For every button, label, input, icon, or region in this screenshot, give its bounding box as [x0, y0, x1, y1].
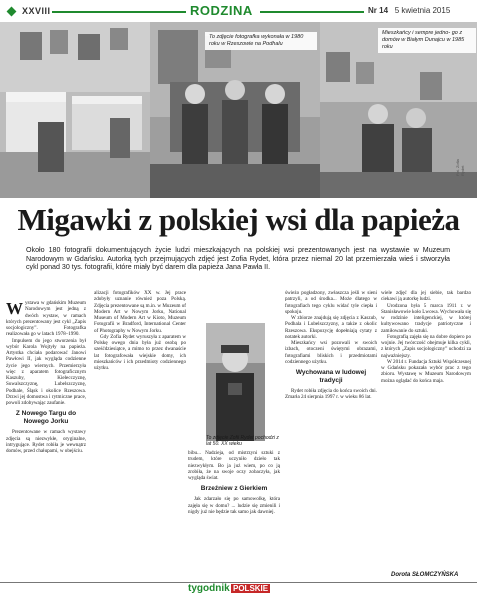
photo-caption-mid: To zdjęcie fotografka wykonała w 1980 roku w Rzeszowie na Podhalu [205, 32, 317, 50]
article-column-5 [381, 290, 471, 384]
section-title: RODZINA [190, 3, 253, 18]
col4-p3: Mieszkańcy wsi pozowali w swoich izbach, otoczeni świętymi obrazami, fotografiami bliskich i przedmiotami codziennego użytku. [285, 340, 377, 365]
col5-p2: Urodzona była 5 marca 1911 r. w Stanisławowie koło Lwowa. Wychowała się w rodzinie inteligenckiej, w której kultywowano tradycje patriotyczne i zamiłowanie do sztuki. [381, 302, 471, 334]
col5-p4: W 2014 r. Fundacja Sztuki Współczesnej w Gdańsku pokazała wybór prac z tego zbioru. Wystawę w Muzeum Narodowym można oglądać do końca maja. [381, 358, 471, 384]
publication-logo-badge: POLSKIE [233, 584, 269, 593]
photo-room-interior [0, 22, 150, 198]
publication-logo: tygodnik [188, 583, 230, 594]
col2-p1: alizacji fotografików XX w. Jej prace zdobyły uznanie również poza Polską. Zdjęcia prezentowane są m.in. w Muzeum of Modern Art w Nowym Jorku, National Museum of Modern Art w Kioto, Muzeum Fotografii w Bradford, International Center of Photography w Nowym Jorku. [94, 290, 186, 334]
col3-p2: Jak zdarzało się po samowolkę, która zajęła się w domu? ... ludzie się zmienili i nigdy już nie będzie tak samo jak dawniej. [188, 496, 280, 515]
col1-p2: Impulsem do jego stworzenia był wybór Karola Wojtyły na papieża. Artystka chciała podarować Janowi Pawłowi II, jak wygląda codzienne życie jego wiernych. Przemierzyła więc z aparatem fotograficznym Kaszuby, Kielecczyznę, Suwalszczyznę, Lubelszczyznę, Podhale, Śląsk i okolice Rzeszowa. Drzwi jej domostwa i rytmiczne prace, powoli zdobywając zaufanie. [6, 337, 86, 406]
subheading-nowy-targ: Z Nowego Targu do Nowego Jorku [15, 410, 77, 426]
article-column-4 [285, 290, 377, 401]
article-lead: Około 180 fotografii dokumentujących życie ludzi mieszkających na polskiej wsi prezentowanych jest na wystawie w Muzeum Narodowym w Gdańsku. Autorką tych przejmujących zdjęć jest Zofia Rydet, która przez niemal 20 lat przemierzała wieś i stworzyła cykl ponad 30 tys. fotografii, które miały być darem dla papieża Jana Pawła II. [26, 246, 450, 272]
col4-p1: świeżo pogładzony, zwłaszcza jeśli w sieni patrzyli, a od środka... Może dlatego w fotografiach tego cyklu widać tyle ciepła i spokoju. [285, 290, 377, 315]
col4-p4: Rydet robiła zdjęcia do końca swoich dni. Zmarła 24 sierpnia 1997 r. w wieku 86 lat. [285, 388, 377, 401]
issue-number: Nr 14 [368, 6, 389, 15]
article-column-2 [94, 290, 186, 371]
col3-p1: bibu... Nadzieja, od mistrzyni sztuki z trudem, które uczyniło dzieło tak niezwykłym. Bo ja już wiem, po co ją zrobiła, że na swoje oczy zobaczyła, jak wygląda świat. [188, 450, 280, 481]
photo-credit: Fot. Zofia Rydet [455, 159, 465, 176]
issue-info [368, 6, 450, 15]
header-rule-left [52, 11, 186, 13]
footer-rule [0, 582, 477, 583]
col1-p1: ystawa w gdańskim Muzeum Narodowym jest jedną z dwóch wystaw, w ramach których prezentowany jest cykl „Zapis socjologiczny”. Fotografka realizowała go w latach 1978–1990. [6, 300, 86, 338]
subheading-tradycja: Wychowana w ludowej tradycji [295, 369, 367, 384]
article-headline: Migawki z polskiej wsi dla papieża [17, 202, 460, 237]
photo-caption-right: Mieszkańcy i sempre jedno- go z domów w Białym Dunajcu w 1985 roku [378, 28, 476, 53]
article-author: Dorota SŁOMCZYŃSKA [391, 572, 459, 578]
article-column-1 [6, 300, 86, 454]
col5-p1: wiele zdjęć dla jej siebie, tak bardzo ciekawi ją autorkę ludzi. [381, 290, 471, 303]
header-rule-right [260, 11, 364, 13]
col2-p2: Gdy Zofia Rydet wyruszyła z aparatem w Polskę owego dnia była już osobą po sześćdziesiątce, a mimo to przez dwanaście lat fotografowała wiejskie domy, ich mieszkańców i ich przedmioty codziennego użytku. [94, 333, 186, 371]
drop-cap: W [6, 299, 23, 318]
issue-date: 5 kwietnia 2015 [394, 6, 451, 15]
photo-portrait-woman [206, 323, 265, 441]
col1-p3: Prezentowane w ramach wystawy zdjęcia są niezwykłe, oryginalne, intrygujące. Rydet robiła je wewnątrz domów, przed chałupami, w obejściu. [6, 429, 86, 454]
page-number: XXVIII [22, 6, 51, 16]
col5-p3: Fotografią zajęła się na dobre dopiero po wojnie. Jej twórczość obejmuje kilka cykli, z których „Zapis socjologiczny” uchodzi za najważniejszy. [381, 333, 471, 359]
subheading-brzezniew: Brzeźniew z Gierkiem [200, 485, 268, 493]
col4-p2: W zbiorze znajdują się zdjęcia z Kaszub, Podhala i Lubelszczyzny, a także z okolic Rzeszowa. Ekspozycję dopełniają cytaty z notatek autorki. [285, 315, 377, 340]
photo-caption-small: To zdjęcie Zofii Rydet pochodzi z lat 50. XX wieku [206, 435, 279, 447]
article-column-3 [188, 450, 280, 515]
